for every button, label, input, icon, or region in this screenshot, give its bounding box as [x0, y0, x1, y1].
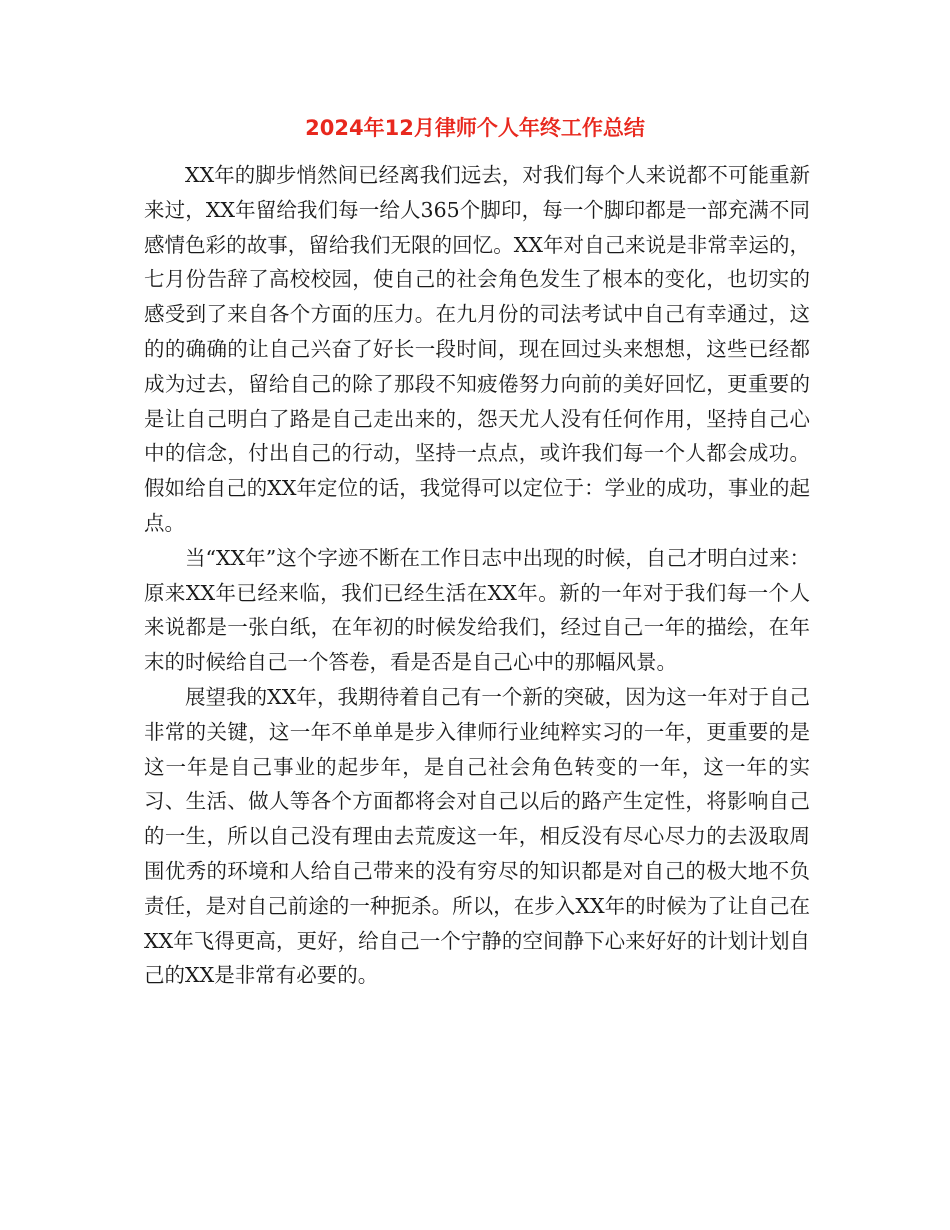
- paragraph-1: XX年的脚步悄然间已经离我们远去，对我们每个人来说都不可能重新来过，XX年留给我们每一给人365个脚印，每一个脚印都是一部充满不同感情色彩的故事，留给我们无限的回忆。XX年对自己来说是非常幸运的，七月份告辞了高校校园，使自己的社会角色发生了根本的变化，也切实的感受到了来自各个方面的压力。在九月份的司法考试中自己有幸通过，这的的确确的让自己兴奋了好长一段时间，现在回过头来想想，这些已经都成为过去，留给自己的除了那段不知疲倦努力向前的美好回忆，更重要的是让自己明白了路是自己走出来的，怨天尤人没有任何作用，坚持自己心中的信念，付出自己的行动，坚持一点点，或许我们每一个人都会成功。假如给自己的XX年定位的话，我觉得可以定位于：学业的成功，事业的起点。: [144, 163, 810, 535]
- document-title: 2024年12月律师个人年终工作总结: [305, 116, 645, 140]
- paragraph-2: 当“XX年”这个字迹不断在工作日志中出现的时候，自己才明白过来：原来XX年已经来临，我们已经生活在XX年。新的一年对于我们每一个人来说都是一张白纸，在年初的时候发给我们，经过自己一年的描绘，在年末的时候给自己一个答卷，看是否是自己心中的那幅风景。: [144, 545, 810, 675]
- document-body: [144, 158, 810, 993]
- paragraph-3: 展望我的XX年，我期待着自己有一个新的突破，因为这一年对于自己非常的关键，这一年不单单是步入律师行业纯粹实习的一年，更重要的是这一年是自己事业的起步年，是自己社会角色转变的一年，这一年的实习、生活、做人等各个方面都将会对自己以后的路产生定性，将影响自己的一生，所以自己没有理由去荒废这一年，相反没有尽心尽力的去汲取周围优秀的环境和人给自己带来的没有穷尽的知识都是对自己的极大地不负责任，是对自己前途的一种扼杀。所以，在步入XX年的时候为了让自己在XX年飞得更高，更好，给自己一个宁静的空间静下心来好好的计划计划自己的XX是非常有必要的。: [144, 684, 810, 988]
